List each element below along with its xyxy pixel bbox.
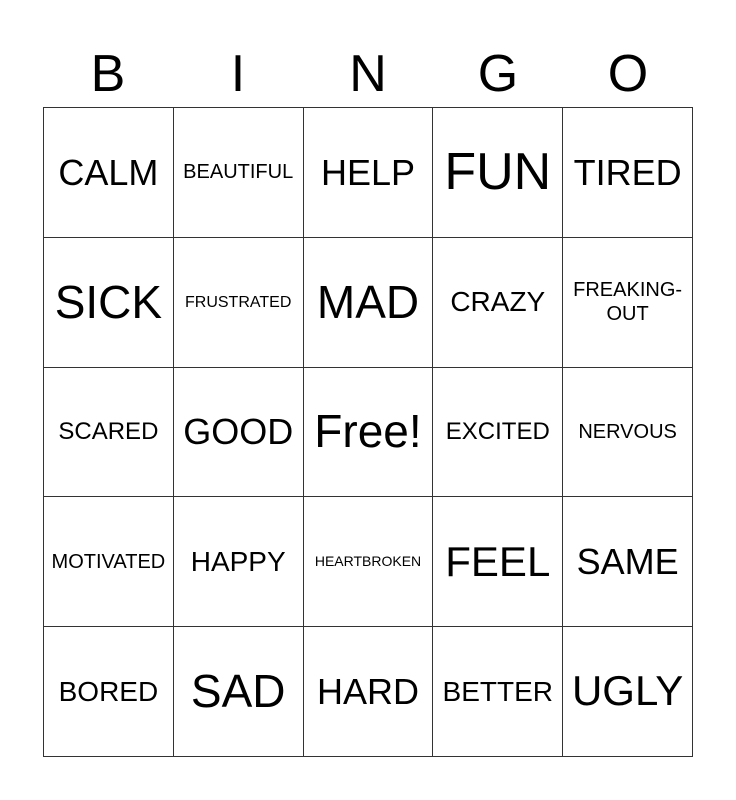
header-letter-n: N <box>349 45 387 103</box>
header-letter-b: B <box>90 45 126 103</box>
bingo-cell: SICK <box>44 238 174 368</box>
bingo-cell: FUN <box>433 108 563 238</box>
bingo-header <box>43 40 693 108</box>
bingo-cell: HELP <box>304 108 434 238</box>
bingo-cell: CALM <box>44 108 174 238</box>
bingo-cell: GOOD <box>174 368 304 498</box>
header-letter-g: G <box>477 45 519 103</box>
bingo-cell: CRAZY <box>433 238 563 368</box>
bingo-cell: FEEL <box>433 497 563 627</box>
bingo-cell: HARD <box>304 627 434 757</box>
header-letter-o: O <box>607 45 649 103</box>
bingo-cell: FREAKING-OUT <box>563 238 693 368</box>
bingo-cell: BORED <box>44 627 174 757</box>
bingo-cell: NERVOUS <box>563 368 693 498</box>
bingo-cell: MAD <box>304 238 434 368</box>
bingo-cell: BETTER <box>433 627 563 757</box>
bingo-cell: UGLY <box>563 627 693 757</box>
bingo-cell: BEAUTIFUL <box>174 108 304 238</box>
bingo-cell: SAME <box>563 497 693 627</box>
bingo-cell: EXCITED <box>433 368 563 498</box>
free-space: Free! <box>304 368 434 498</box>
header-letter-i: I <box>230 45 246 103</box>
bingo-grid <box>43 107 693 757</box>
bingo-cell: FRUSTRATED <box>174 238 304 368</box>
bingo-cell: MOTIVATED <box>44 497 174 627</box>
bingo-cell: HEARTBROKEN <box>304 497 434 627</box>
bingo-cell: TIRED <box>563 108 693 238</box>
bingo-cell: HAPPY <box>174 497 304 627</box>
bingo-cell: SCARED <box>44 368 174 498</box>
bingo-cell: SAD <box>174 627 304 757</box>
